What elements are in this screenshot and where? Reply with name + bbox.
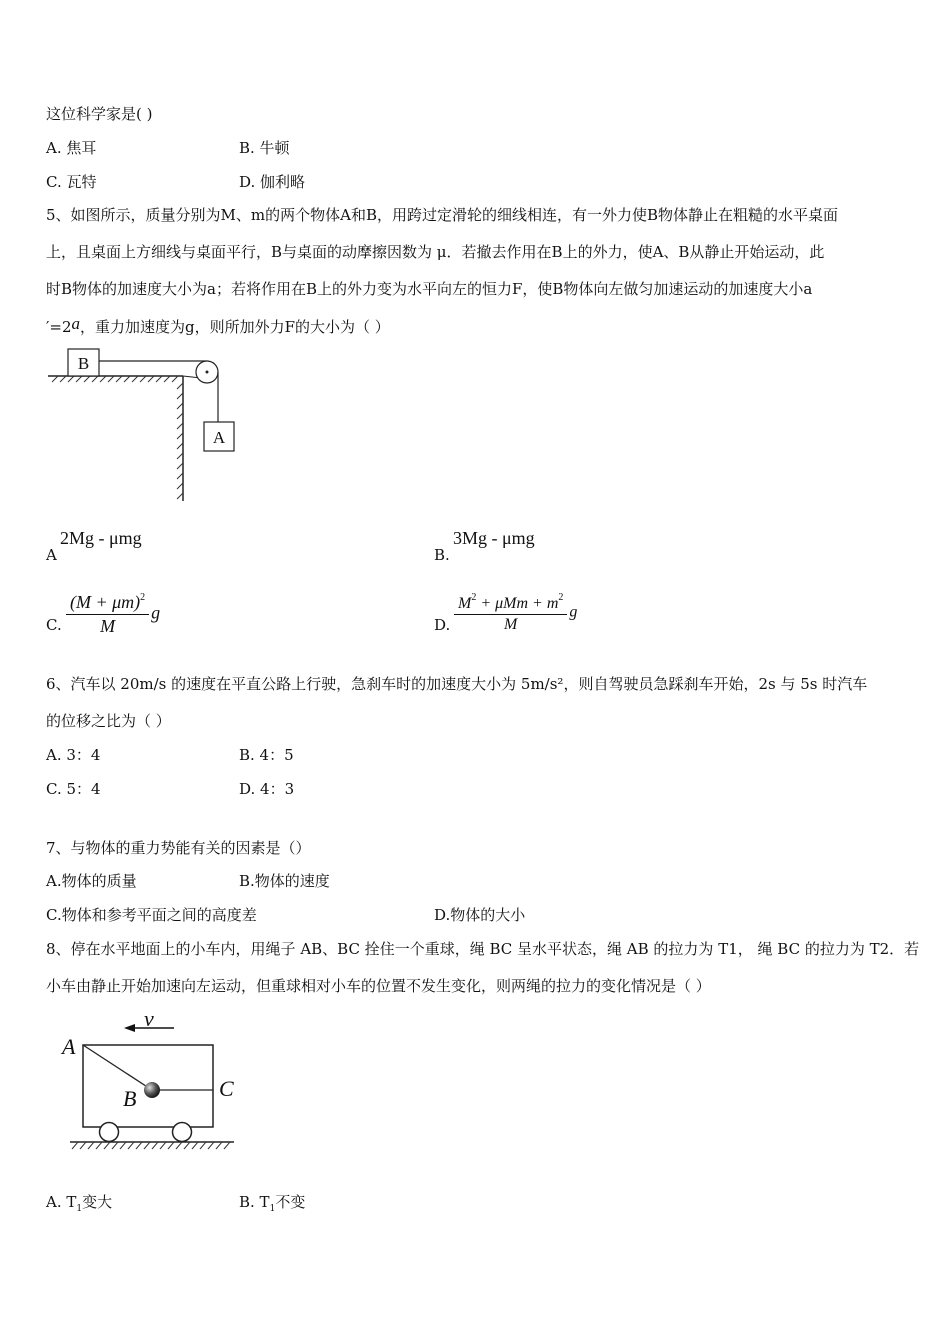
q5-stem-line-4: [46, 314, 390, 337]
q5-option-b-expr: 3Mg - μmg: [453, 528, 535, 548]
q8-option-a-sub: 1: [76, 1204, 83, 1214]
q8-fig-label-c: C: [219, 1076, 234, 1101]
q5-fig-label-b: B: [77, 354, 90, 373]
q5-fig-label-a: A: [212, 428, 226, 447]
q5-stem-line-3: 时B物体的加速度大小为a；若将作用在B上的外力变为水平向左的恒力F，使B物体向左做匀加速运动的加速度大小a: [46, 280, 813, 298]
q4-option-a: A. 焦耳: [46, 139, 97, 157]
q8-stem-line-2: 小车由静止开始加速向左运动，但重球相对小车的位置不发生变化，则两绳的拉力的变化情况是（ ）: [46, 977, 711, 995]
q8-option-b-pre: B. T: [239, 1193, 270, 1211]
q6-option-b: B. 4：5: [239, 746, 294, 764]
q6-stem-line-2: 的位移之比为（ ）: [46, 712, 171, 730]
q5-pulley-figure: [46, 345, 246, 505]
q5-option-a-label: A: [46, 546, 57, 564]
q5-option-c-numerator: (M + μm): [70, 592, 141, 612]
q5-line4-prefix: ′=2: [46, 318, 72, 336]
q5-option-d-g: g: [569, 603, 578, 621]
q7-option-a: A.物体的质量: [46, 872, 137, 890]
q5-option-d-denominator: M: [504, 616, 518, 633]
q7-option-b: B.物体的速度: [239, 872, 330, 890]
q8-option-b-sub: 1: [269, 1204, 276, 1214]
q8-fig-label-v: v: [144, 1006, 154, 1031]
q5-line4-suffix: ，重力加速度为g，则所加外力F的大小为（ ）: [80, 318, 390, 336]
q5-option-d-sup-2: 2: [558, 592, 564, 603]
q8-option-b: [239, 1191, 305, 1214]
q5-stem-line-2: 上，且桌面上方细线与桌面平行，B与桌面的动摩擦因数为 μ．若撤去作用在B上的外力，使A、B从静止开始运动，此: [46, 243, 825, 261]
q6-option-c: C. 5：4: [46, 780, 101, 798]
q5-stem-line-1: 5、如图所示，质量分别为M、m的两个物体A和B，用跨过定滑轮的细线相连，有一外力使B物体静止在粗糙的水平桌面: [46, 206, 839, 224]
q5-option-b-label: B.: [434, 546, 450, 564]
q5-option-c-denominator: M: [100, 616, 116, 636]
q4-option-d: D. 伽利略: [239, 173, 306, 191]
q8-fig-label-a: A: [62, 1034, 76, 1059]
q5-option-c-expr: [64, 592, 160, 637]
q6-option-d: D. 4：3: [239, 780, 295, 798]
q5-option-c-exponent: 2: [140, 592, 146, 603]
q4-option-b: B. 牛顿: [239, 139, 290, 157]
q6-stem-line-1: 6、汽车以 20m/s 的速度在平直公路上行驶，急刹车时的加速度大小为 5m/s²，则自驾驶员急踩刹车开始，2s 与 5s 时汽车: [46, 675, 868, 693]
q5-option-c-g: g: [151, 602, 161, 623]
q5-option-a-expr: 2Mg - μmg: [60, 528, 142, 548]
q4-option-c: C. 瓦特: [46, 173, 97, 191]
q5-option-d-sup-1: 2: [471, 592, 477, 603]
q8-stem-line-1: 8、停在水平地面上的小车内，用绳子 AB、BC 拴住一个重球，绳 BC 呈水平状态，绳 AB 的拉力为 T1， 绳 BC 的拉力为 T2．若: [46, 940, 920, 958]
q4-stem: 这位科学家是( ): [46, 105, 153, 123]
q8-fig-label-b: B: [123, 1086, 137, 1111]
q7-option-d: D.物体的大小: [434, 906, 526, 924]
q8-cart-figure: [56, 1003, 256, 1168]
q7-option-c: C.物体和参考平面之间的高度差: [46, 906, 257, 924]
q6-option-a: A. 3：4: [46, 746, 101, 764]
q5-option-d-num-2: + μMm + m: [476, 595, 559, 612]
q5-line4-a: a: [71, 314, 81, 333]
q8-option-a-pre: A. T: [46, 1193, 77, 1211]
q7-stem: 7、与物体的重力势能有关的因素是（）: [46, 839, 311, 857]
q5-option-c-label: C.: [46, 616, 62, 634]
q8-option-a-post: 变大: [82, 1193, 113, 1211]
q8-option-b-post: 不变: [275, 1193, 306, 1211]
q5-option-d-label: D.: [434, 616, 451, 634]
q5-option-d-expr: [452, 592, 577, 634]
q8-option-a: [46, 1191, 112, 1214]
q5-option-d-num-1: M: [458, 595, 472, 612]
